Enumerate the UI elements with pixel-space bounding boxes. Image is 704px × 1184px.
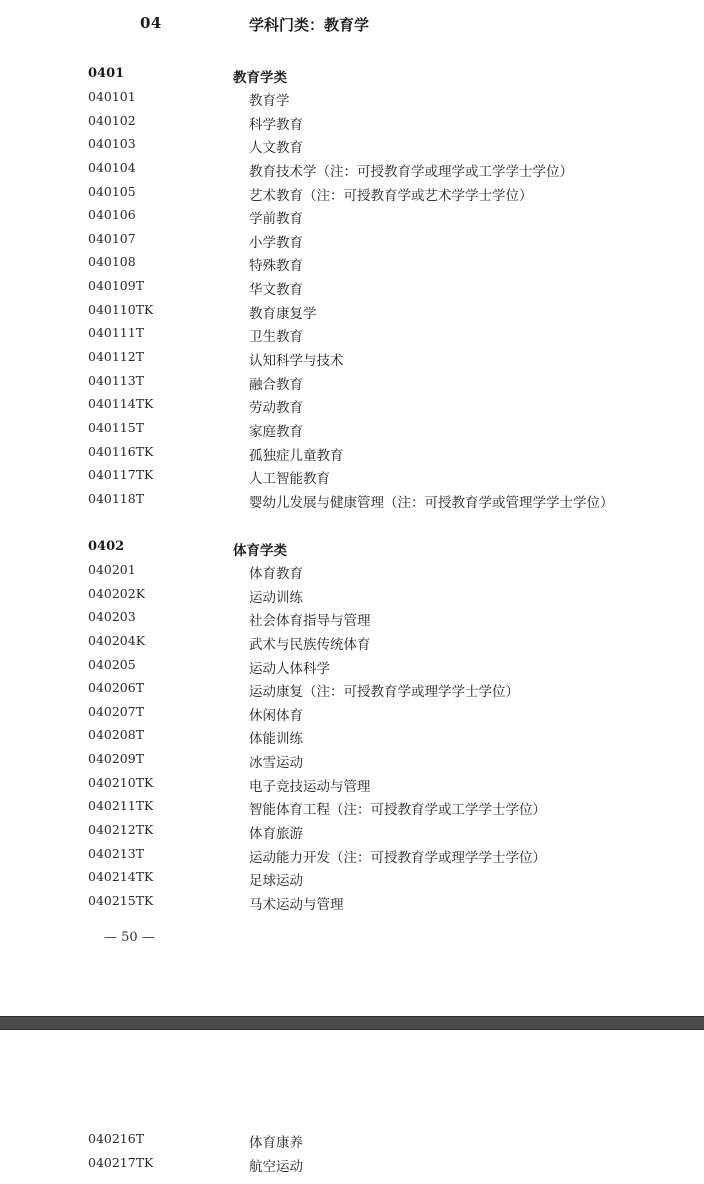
major-row [88,1152,688,1176]
major-code: 040111T [88,325,145,341]
major-name: 运动人体科学 [249,660,330,677]
major-name: 足球运动 [249,873,303,890]
major-row [88,630,688,654]
major-code: 040206T [88,680,145,696]
major-code: 040205 [88,656,136,672]
major-row [88,866,688,890]
major-row [88,654,688,678]
major-code: 040208T [88,727,145,743]
section-name: 教育学类 [233,70,287,86]
major-name: 体育教育 [249,566,303,582]
major-code: 040112T [88,349,145,365]
page-separator [0,1016,704,1030]
major-code: 040204K [88,632,146,648]
major-row [88,819,688,843]
major-code: 040115T [88,419,145,435]
major-row [88,606,688,630]
major-code: 040207T [88,703,145,719]
major-list [88,559,688,914]
major-name: 家庭教育 [249,423,303,440]
major-row [88,86,688,110]
major-code: 040202K [88,585,146,601]
major-code: 040209T [88,751,145,767]
major-code: 040101 [88,89,136,104]
major-code: 040216T [88,1131,145,1146]
major-name: 运动康复（注：可授教育学或理学学士学位） [249,684,519,701]
major-name: 运动训练 [249,589,303,606]
major-row [88,441,688,465]
major-code: 040213T [88,845,145,861]
major-code: 040109T [88,278,145,294]
major-name: 武术与民族传统体育 [249,636,371,653]
major-row [88,299,688,323]
major-name: 认知科学与技术 [249,353,344,370]
major-row [88,748,688,772]
major-list [88,1128,688,1175]
major-code: 040108 [88,254,136,270]
major-name: 智能体育工程（注：可授教育学或工学学士学位） [249,802,546,819]
major-row [88,701,688,725]
major-code: 040102 [88,112,136,128]
major-name: 教育技术学（注：可授教育学或理学或工学学士学位） [249,163,573,180]
major-name: 人文教育 [249,140,303,157]
major-row [88,228,688,252]
major-code: 040114TK [88,396,154,412]
major-row [88,1128,688,1152]
section-code: 0401 [88,66,125,81]
major-row [88,559,688,583]
major-name: 运动能力开发（注：可授教育学或理学学士学位） [249,849,546,866]
major-row [88,322,688,346]
major-code: 040105 [88,183,136,199]
major-name: 特殊教育 [249,258,303,275]
discipline-title: 学科门类：教育学 [249,16,370,34]
major-name: 艺术教育（注：可授教育学或艺术学学士学位） [249,187,533,204]
major-name: 休闲体育 [249,707,303,724]
major-row [88,417,688,441]
major-name: 社会体育指导与管理 [249,613,371,630]
major-row [88,251,688,275]
section-header [88,535,688,559]
major-code: 040215TK [88,892,154,908]
major-code: 040104 [88,159,136,175]
major-code: 040217TK [88,1154,154,1170]
major-code: 040106 [88,207,136,223]
major-row [88,110,688,134]
major-code: 040116TK [88,443,154,459]
major-row [88,393,688,417]
document-page-51 [0,1030,704,1184]
major-name: 华文教育 [249,282,303,299]
section-code: 0402 [88,539,125,554]
major-name: 小学教育 [249,234,303,251]
discipline-code: 04 [140,14,162,32]
major-row [88,346,688,370]
major-name: 卫生教育 [249,329,303,346]
section-header [88,62,688,86]
major-row [88,583,688,607]
major-code: 040201 [88,562,136,577]
major-row [88,724,688,748]
major-name: 学前教育 [249,211,303,228]
major-name: 体育康养 [249,1135,303,1151]
major-name: 冰雪运动 [249,755,303,772]
major-name: 教育学 [249,93,290,109]
major-row [88,464,688,488]
major-code: 040117TK [88,467,154,483]
major-code: 040110TK [88,301,154,317]
major-row [88,795,688,819]
major-list [88,86,688,512]
major-row [88,488,688,512]
major-row [88,370,688,394]
section-name: 体育学类 [233,543,287,559]
major-name: 体能训练 [249,731,303,748]
major-code: 040211TK [88,798,154,814]
major-code: 040107 [88,230,136,246]
page-number: — 50 — [104,930,155,945]
major-name: 马术运动与管理 [249,896,344,913]
major-row [88,157,688,181]
major-row [88,133,688,157]
section-sports [88,535,688,914]
major-row [88,181,688,205]
major-row [88,772,688,796]
major-name: 融合教育 [249,376,303,393]
major-code: 040113T [88,372,145,388]
major-row [88,677,688,701]
major-name: 电子竞技运动与管理 [249,778,371,795]
major-name: 科学教育 [249,116,303,133]
major-name: 教育康复学 [249,305,317,322]
major-code: 040203 [88,609,136,625]
major-name: 孤独症儿童教育 [249,447,344,464]
major-code: 040118T [88,490,145,506]
major-name: 体育旅游 [249,826,303,843]
major-name: 航空运动 [249,1158,303,1175]
major-row [88,275,688,299]
major-name: 人工智能教育 [249,471,330,488]
section-sports-continued [88,1128,688,1175]
major-row [88,843,688,867]
major-code: 040103 [88,136,136,152]
section-education [88,62,688,512]
major-code: 040214TK [88,869,154,885]
major-row [88,890,688,914]
major-name: 婴幼儿发展与健康管理（注：可授教育学或管理学学士学位） [249,494,614,511]
major-row [88,204,688,228]
major-code: 040212TK [88,822,154,838]
major-code: 040210TK [88,774,154,790]
major-name: 劳动教育 [249,400,303,417]
